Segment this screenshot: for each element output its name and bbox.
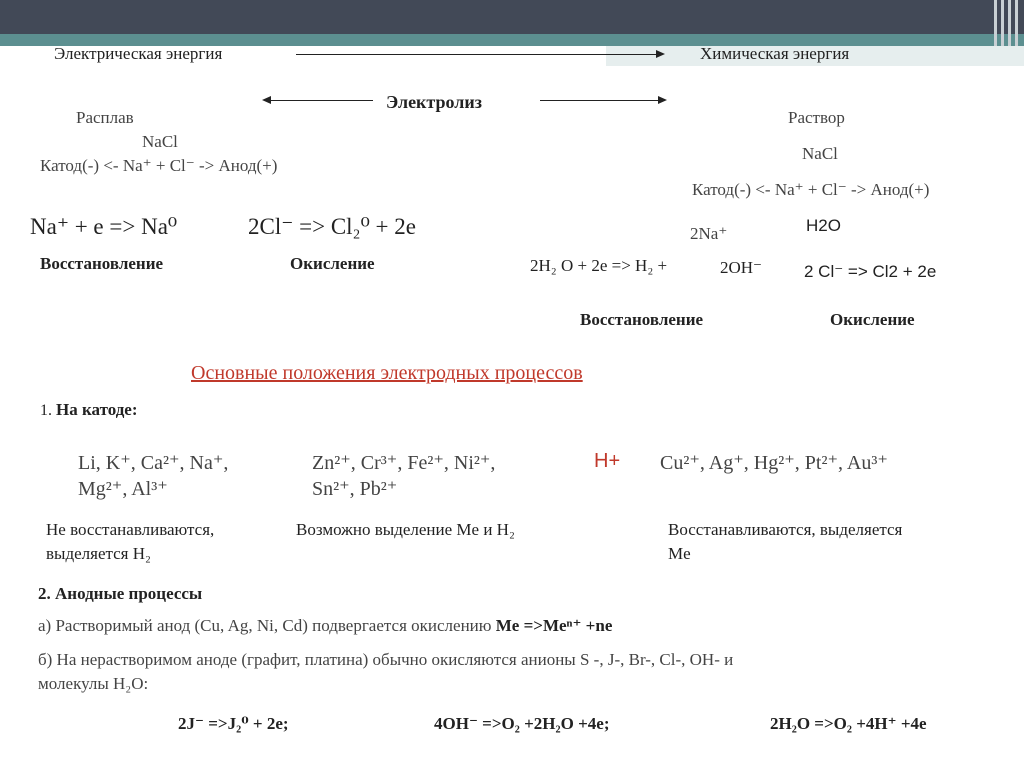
cathode-desc1-line1: Не восстанавливаются,: [46, 520, 215, 539]
solution-cathode-anode: Катод(-) <- Na⁺ + Cl⁻ -> Анод(+): [692, 180, 930, 199]
solution-hydroxide: 2OH⁻: [720, 258, 763, 277]
electrolysis-arrow-left-icon: [262, 96, 271, 104]
cathode-group1-line2: Mg²⁺, Al³⁺: [78, 478, 168, 500]
electrolysis-arrow-line-left: [271, 100, 373, 101]
header-stripe: [1008, 0, 1011, 46]
anode-equation-water: 2H₂O =>O₂ +4H⁺ +4e: [770, 714, 927, 733]
anode-item-b-line1: б) На нерастворимом аноде (графит, платина) обычно окисляются анионы S -, J-, Br-, Cl-, OH- и: [38, 650, 734, 669]
anode-equation-hydroxide: 4OH⁻ =>O₂ +2H₂O +4e;: [434, 714, 610, 733]
cathode-section-text: На катоде:: [56, 400, 138, 419]
solution-reduction-label: Восстановление: [580, 310, 704, 329]
melt-oxidation-label: Окисление: [290, 254, 375, 273]
solution-oxidation-label: Окисление: [830, 310, 915, 329]
cathode-desc3-line1: Восстанавливаются, выделяется: [668, 520, 903, 539]
cathode-desc3-line2: Me: [668, 544, 691, 563]
cathode-group2-line2: Sn²⁺, Pb²⁺: [312, 478, 398, 500]
cathode-group1-line1: Li, K⁺, Ca²⁺, Na⁺,: [78, 452, 229, 474]
energy-arrow-head-icon: [656, 50, 665, 58]
energy-arrow-line: [296, 54, 656, 55]
header-dark-bar: [0, 0, 1024, 34]
cathode-hydrogen: H+: [594, 450, 621, 472]
anode-item-a: [38, 616, 612, 636]
solution-water-equation: 2H₂ O + 2e => H₂ +: [530, 256, 668, 275]
cathode-desc2: Возможно выделение Me и H₂: [296, 520, 515, 539]
header-stripe: [1001, 0, 1004, 46]
cathode-desc1-line2: выделяется H₂: [46, 544, 151, 563]
anode-section-title: 2. Анодные процессы: [38, 584, 203, 603]
main-heading: Основные положения электродных процессов: [191, 362, 583, 384]
electrolysis-arrow-right-icon: [658, 96, 667, 104]
electrolysis-title: Электролиз: [386, 92, 482, 112]
header-stripe: [994, 0, 997, 46]
solution-formula: NaCl: [802, 144, 838, 163]
solution-sodium-ion: 2Na⁺: [690, 224, 728, 243]
solution-label: Раствор: [788, 108, 845, 127]
anode-item-a-equation: Me =>Meⁿ⁺ +ne: [495, 616, 613, 635]
solution-water: H2O: [806, 216, 841, 235]
anode-item-a-text: а) Растворимый анод (Cu, Ag, Ni, Cd) подвергается окислению: [38, 616, 496, 635]
electrical-energy-label: Электрическая энергия: [54, 44, 223, 63]
electrolysis-arrow-line-right: [540, 100, 658, 101]
melt-formula: NaCl: [142, 132, 178, 151]
anode-item-b-line2: молекулы H₂O:: [38, 674, 149, 693]
cathode-group3-line1: Cu²⁺, Ag⁺, Hg²⁺, Pt²⁺, Au³⁺: [660, 452, 888, 474]
melt-reduction-equation: Na⁺ + e => Na⁰: [30, 214, 178, 239]
cathode-group2-line1: Zn²⁺, Cr³⁺, Fe²⁺, Ni²⁺,: [312, 452, 496, 474]
cathode-section-title: [40, 400, 138, 420]
melt-label: Расплав: [76, 108, 134, 127]
header-stripe: [1015, 0, 1018, 46]
solution-chloride-equation: 2 Cl⁻ => Cl2 + 2e: [804, 262, 937, 281]
melt-reduction-label: Восстановление: [40, 254, 164, 273]
melt-oxidation-equation: 2Cl⁻ => Cl₂⁰ + 2e: [248, 214, 416, 239]
chemical-energy-label: Химическая энергия: [700, 44, 850, 63]
anode-equation-iodide: 2J⁻ =>J₂⁰ + 2e;: [178, 714, 289, 733]
melt-cathode-anode: Катод(-) <- Na⁺ + Cl⁻ -> Анод(+): [40, 156, 278, 175]
cathode-section-number: 1.: [40, 402, 52, 419]
